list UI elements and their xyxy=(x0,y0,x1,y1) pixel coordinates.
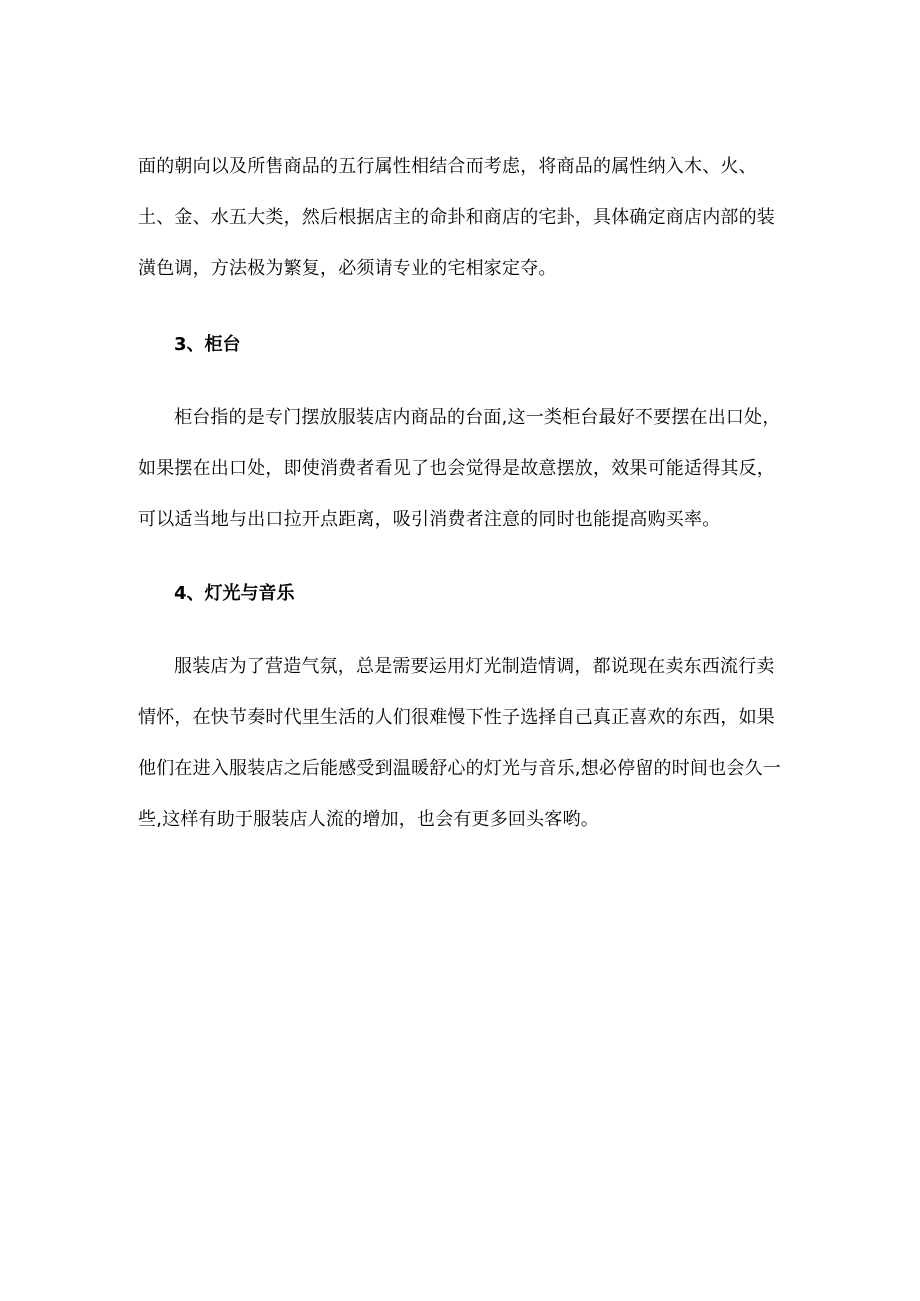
paragraph-continuation: 面的朝向以及所售商品的五行属性相结合而考虑，将商品的属性纳入木、火、土、金、水五大类，然后根据店主的命卦和商店的宅卦，具体确定商店内部的装潢色调，方法极为繁复，必须请专业的宅相家定夺。 xyxy=(138,156,775,279)
section-heading-counter: 3、柜台 xyxy=(174,334,241,355)
paragraph-lighting-music: 服装店为了营造气氛，总是需要运用灯光制造情调，都说现在卖东西流行卖情怀，在快节奏时代里生活的人们很难慢下性子选择自己真正喜欢的东西，如果他们在进入服装店之后能感受到温暖舒心的灯光与音乐,想必停留的时间也会久一些,这样有助于服装店人流的增加，也会有更多回头客哟。 xyxy=(138,656,781,830)
paragraph-counter: 柜台指的是专门摆放服装店内商品的台面,这一类柜台最好不要摆在出口处，如果摆在出口处，即使消费者看见了也会觉得是故意摆放，效果可能适得其反，可以适当地与出口拉开点距离，吸引消费者注意的同时也能提高购买率。 xyxy=(138,407,781,530)
section-heading-lighting-music: 4、灯光与音乐 xyxy=(174,583,295,604)
